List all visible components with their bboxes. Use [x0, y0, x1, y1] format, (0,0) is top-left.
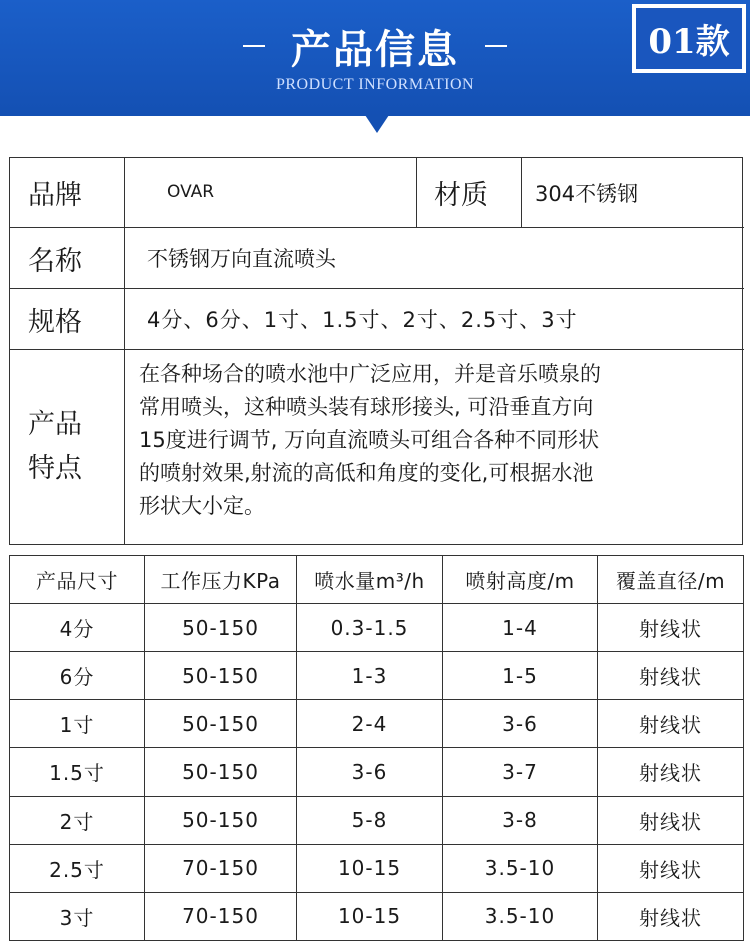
col-header-height: 喷射高度/m: [443, 556, 598, 604]
name-value: 不锈钢万向直流喷头: [125, 228, 744, 289]
cell-diameter: 射线状: [598, 844, 744, 892]
cell-height: 1-4: [443, 604, 598, 652]
cell-size: 4分: [10, 604, 145, 652]
feature-label: [10, 350, 125, 544]
cell-diameter: 射线状: [598, 796, 744, 844]
cell-flow: 1-3: [297, 652, 443, 700]
cell-flow: 10-15: [297, 892, 443, 940]
cell-size: 1.5寸: [10, 748, 145, 796]
page-title: 产品信息: [291, 25, 459, 73]
table-row: [10, 700, 744, 748]
cell-diameter: 射线状: [598, 604, 744, 652]
table-row: [10, 652, 744, 700]
cell-height: 3-7: [443, 748, 598, 796]
table-row: [10, 796, 744, 844]
cell-flow: 5-8: [297, 796, 443, 844]
cell-pressure: 50-150: [145, 748, 297, 796]
table-row: [10, 748, 744, 796]
cell-flow: 0.3-1.5: [297, 604, 443, 652]
cell-height: 3.5-10: [443, 844, 598, 892]
table-row: [10, 892, 744, 940]
feature-line: 15度进行调节, 万向直流喷头可组合各种不同形状: [139, 428, 600, 452]
cell-flow: 10-15: [297, 844, 443, 892]
cell-flow: 3-6: [297, 748, 443, 796]
cell-pressure: 50-150: [145, 700, 297, 748]
cell-diameter: 射线状: [598, 652, 744, 700]
brand-value: OVAR: [125, 158, 417, 228]
feature-line: 形状大小定。: [139, 494, 265, 518]
cell-height: 1-5: [443, 652, 598, 700]
name-label: 名称: [10, 228, 125, 289]
spec-label: 规格: [10, 289, 125, 350]
cell-pressure: 50-150: [145, 604, 297, 652]
title-left-dash: [243, 45, 265, 47]
header-banner: [0, 0, 750, 116]
cell-size: 3寸: [10, 892, 145, 940]
cell-pressure: 50-150: [145, 796, 297, 844]
cell-size: 6分: [10, 652, 145, 700]
cell-diameter: 射线状: [598, 748, 744, 796]
col-header-size: 产品尺寸: [10, 556, 145, 604]
table-row: [10, 844, 744, 892]
cell-size: 2寸: [10, 796, 145, 844]
cell-pressure: 50-150: [145, 652, 297, 700]
cell-size: 2.5寸: [10, 844, 145, 892]
cell-height: 3-6: [443, 700, 598, 748]
banner-notch-arrow: [365, 115, 389, 133]
spec-value: 4分、6分、1寸、1.5寸、2寸、2.5寸、3寸: [125, 289, 744, 350]
info-table: [9, 157, 743, 545]
page-subtitle: PRODUCT INFORMATION: [275, 76, 475, 93]
cell-diameter: 射线状: [598, 700, 744, 748]
cell-height: 3.5-10: [443, 892, 598, 940]
feature-text: [125, 350, 744, 544]
col-header-diameter: 覆盖直径/m: [598, 556, 744, 604]
spec-table: [9, 555, 744, 941]
table-row: [10, 604, 744, 652]
table-header-row: [10, 556, 744, 604]
col-header-flow: 喷水量m³/h: [297, 556, 443, 604]
cell-diameter: 射线状: [598, 892, 744, 940]
material-value: 304不锈钢: [522, 158, 744, 228]
feature-label-line-1: 产品: [28, 409, 82, 440]
model-badge: [632, 4, 746, 73]
feature-label-line-2: 特点: [28, 453, 82, 484]
feature-line: 的喷射效果,射流的高低和角度的变化,可根据水池: [139, 461, 594, 485]
col-header-pressure: 工作压力KPa: [145, 556, 297, 604]
cell-size: 1寸: [10, 700, 145, 748]
cell-flow: 2-4: [297, 700, 443, 748]
model-badge-label: 01款: [636, 8, 742, 69]
brand-label: 品牌: [10, 158, 125, 228]
cell-height: 3-8: [443, 796, 598, 844]
feature-line: 在各种场合的喷水池中广泛应用，并是音乐喷泉的: [139, 362, 601, 386]
title-right-dash: [485, 45, 507, 47]
cell-pressure: 70-150: [145, 844, 297, 892]
material-label: 材质: [417, 158, 522, 228]
feature-line: 常用喷头，这种喷头装有球形接头, 可沿垂直方向: [139, 395, 594, 419]
cell-pressure: 70-150: [145, 892, 297, 940]
